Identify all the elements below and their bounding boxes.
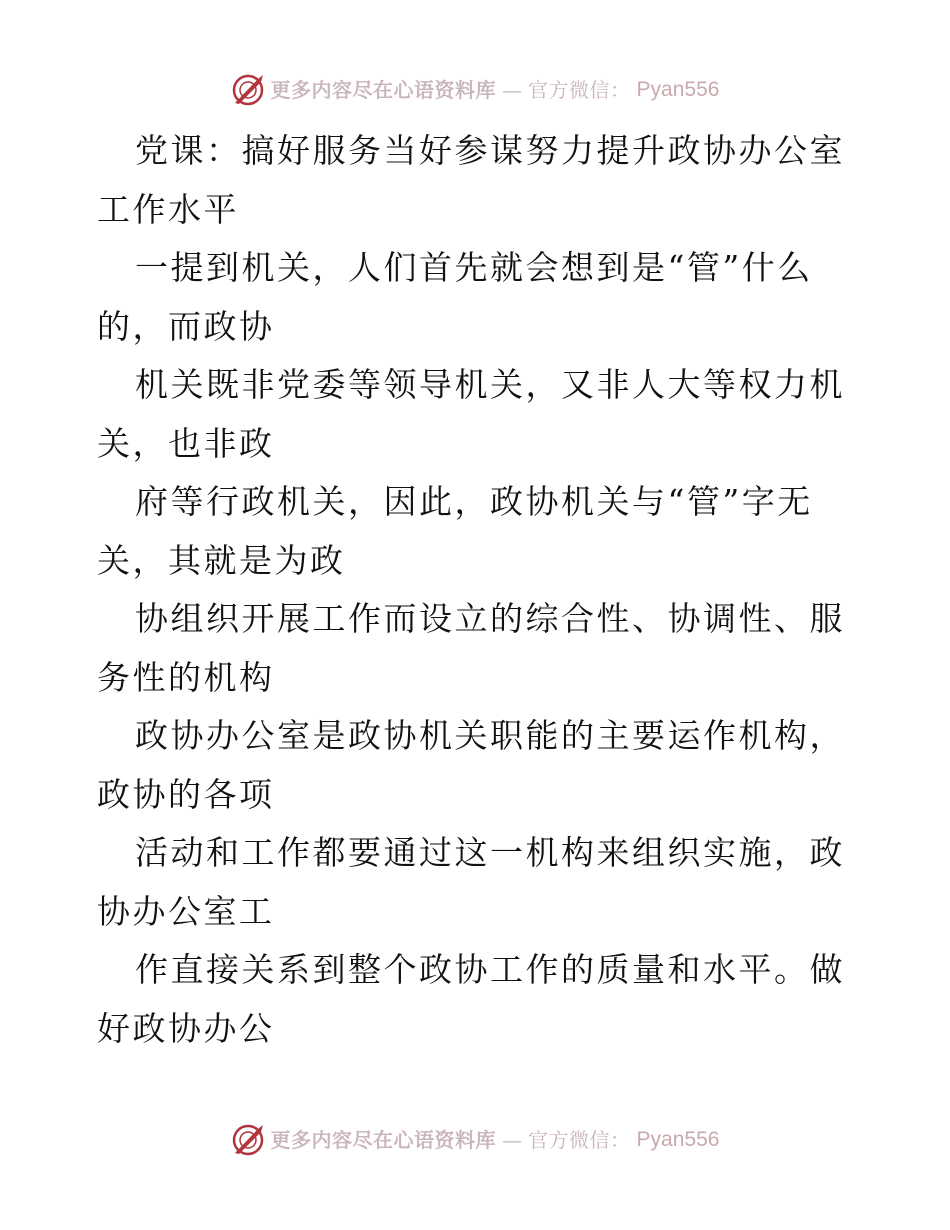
- watermark-banner: [231, 73, 720, 107]
- banner-dash: —: [502, 1128, 523, 1152]
- paragraph: 一提到机关，人们首先就会想到是“管”什么的，而政协: [97, 248, 813, 346]
- paragraph: 机关既非党委等领导机关，又非人大等权力机关，也非政: [97, 365, 845, 463]
- paragraph: 府等行政机关，因此，政协机关与“管”字无关，其就是为政: [97, 482, 813, 580]
- document-body: [97, 122, 857, 1058]
- page-footer: [0, 1120, 950, 1160]
- banner-title: 更多内容尽在心语资料库: [270, 78, 497, 102]
- paragraph: 政协办公室是政协机关职能的主要运作机构，政协的各项: [97, 716, 845, 814]
- banner-wechat-label: 官方微信：: [528, 78, 631, 102]
- quill-seal-logo-icon: [231, 73, 265, 107]
- page-header: [0, 70, 950, 110]
- banner-wechat-id: Pyan556: [636, 1128, 720, 1151]
- quill-seal-logo-icon: [231, 1123, 265, 1157]
- banner-dash: —: [502, 78, 523, 102]
- paragraph: 作直接关系到整个政协工作的质量和水平。做好政协办公: [97, 950, 845, 1048]
- banner-title: 更多内容尽在心语资料库: [270, 1128, 497, 1152]
- document-title: 党课：搞好服务当好参谋努力提升政协办公室工作水平: [97, 131, 845, 229]
- banner-wechat-id: Pyan556: [636, 78, 720, 101]
- paragraph: 活动和工作都要通过这一机构来组织实施，政协办公室工: [97, 833, 845, 931]
- banner-wechat-label: 官方微信：: [528, 1128, 631, 1152]
- watermark-banner: [231, 1123, 720, 1157]
- paragraph: 协组织开展工作而设立的综合性、协调性、服务性的机构: [97, 599, 845, 697]
